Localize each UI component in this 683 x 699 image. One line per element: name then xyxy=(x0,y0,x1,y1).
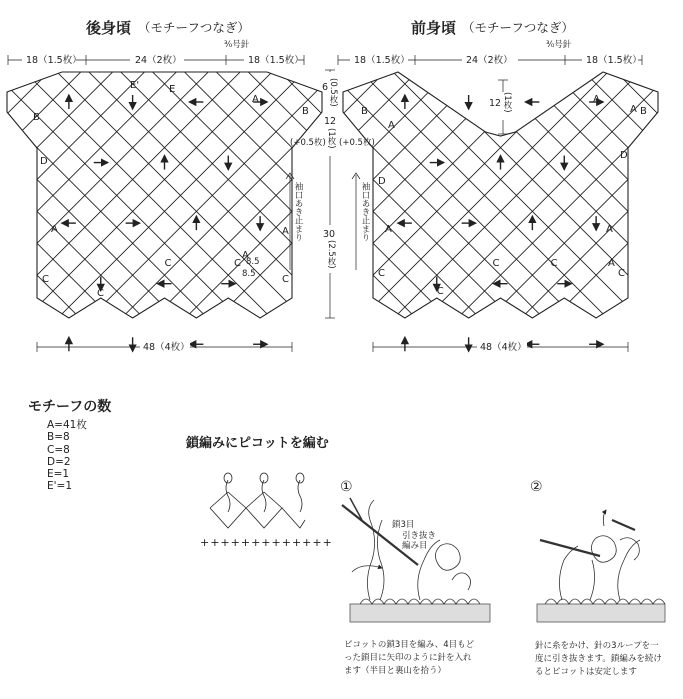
back-motif-label-e-prime: E' xyxy=(130,80,140,91)
center-dim-30: 30 xyxy=(323,229,336,240)
back-motif-label-c: C xyxy=(42,274,49,285)
back-motif-label-b: B xyxy=(33,112,40,123)
back-small-dim-2: 8.5 xyxy=(242,269,256,279)
step2-caption xyxy=(535,640,662,677)
front-top-dim-left: 18（1.5枚） xyxy=(354,55,410,66)
front-armhole-label: 袖口あき止まり xyxy=(360,182,370,242)
front-top-dim-right: 18（1.5枚） xyxy=(586,55,642,66)
back-motif-label-c: C xyxy=(164,258,172,269)
motif-count-d: D=2 xyxy=(47,455,71,468)
step2-illustration xyxy=(537,510,665,622)
svg-text:ピコットの鎖3目を編み、4目もど: ピコットの鎖3目を編み、4目もど xyxy=(344,640,475,650)
back-needle: ³⁄₀号針 xyxy=(224,40,250,50)
step1-caption xyxy=(344,639,475,676)
front-motif-label-d: D xyxy=(378,176,386,187)
front-bottom-dim: 48（4枚） xyxy=(480,342,527,353)
center-dim-12-count: (1枚) xyxy=(326,128,336,149)
step1-illustration xyxy=(342,498,490,622)
back-motif-label-a: A xyxy=(252,94,259,105)
front-motif-label-b: B xyxy=(361,106,368,117)
front-motif-label-a: A xyxy=(593,94,600,105)
front-armhole-marker xyxy=(352,173,360,270)
back-top-dim-left: 18（1.5枚） xyxy=(26,55,82,66)
back-armhole-label: 袖口あき止まり xyxy=(293,182,303,242)
motif-count-section xyxy=(28,396,111,493)
back-motif-label-c: C xyxy=(234,258,241,269)
back-motif-label-d: D xyxy=(40,156,48,167)
motif-count-e: E=1 xyxy=(47,468,70,481)
back-top-dim-center: 24（2枚） xyxy=(135,55,182,66)
center-dim-6-count: (0.5枚) xyxy=(328,78,338,107)
front-needle: ³⁄₀号針 xyxy=(546,40,572,50)
front-motif-label-a: A xyxy=(606,224,613,235)
front-motif-label-c: C xyxy=(378,268,385,279)
back-motif-label-a: A xyxy=(51,224,58,235)
back-outline xyxy=(7,72,322,318)
front-motif-label-d: D xyxy=(620,150,628,161)
center-dim-12: 12 xyxy=(324,116,337,127)
back-title: 後身頃 xyxy=(86,19,132,37)
back-motif-label-b: B xyxy=(302,106,309,117)
front-motif-label-c: C xyxy=(492,258,500,269)
step1-number: ① xyxy=(340,479,353,495)
step1-label-2: 引き抜き xyxy=(402,531,437,541)
motif-count-title: モチーフの数 xyxy=(28,399,112,415)
step1-label-3: 編み目 xyxy=(402,541,428,551)
back-motif-label-a: A xyxy=(242,250,249,261)
back-bottom-dim: 48（4枚） xyxy=(143,342,190,353)
step2-number: ② xyxy=(530,479,543,495)
front-motif-label-b: B xyxy=(640,106,647,117)
picot-base-row: +++++++++++++ xyxy=(200,536,333,549)
center-dim-6: 6 xyxy=(322,82,329,93)
back-subtitle: （モチーフつなぎ） xyxy=(138,20,250,35)
svg-text:るとピコットは安定します: るとピコットは安定します xyxy=(535,667,637,677)
center-dim-30-count: (2.5枚) xyxy=(326,240,336,269)
motif-count-b: B=8 xyxy=(47,431,70,444)
svg-text:った鎖目に矢印のように針を入れ: った鎖目に矢印のように針を入れ xyxy=(344,653,472,663)
front-subtitle: （モチーフつなぎ） xyxy=(462,20,574,35)
front-motif-label-c: C xyxy=(436,286,444,297)
svg-text:針に糸をかけ、針の3ループを一: 針に糸をかけ、針の3ループを一 xyxy=(535,641,659,651)
back-motif-label-c: C xyxy=(97,288,104,299)
picot-title: 鎖編みにピコットを編む xyxy=(186,436,329,451)
front-motif-label-c: C xyxy=(618,268,625,279)
motif-count-e-prime: E'=1 xyxy=(47,480,72,493)
back-motif-label-e: E xyxy=(169,84,176,95)
svg-text:度に引き抜きます。鎖編みを続け: 度に引き抜きます。鎖編みを続け xyxy=(535,654,662,664)
motif-count-a: A=41枚 xyxy=(47,419,87,431)
front-side-adjust: (+0.5枚) xyxy=(339,138,375,148)
front-motif-label-c: C xyxy=(550,258,558,269)
back-side-adjust: (+0.5枚) xyxy=(290,138,326,148)
motif-count-c: C=8 xyxy=(47,443,70,456)
svg-text:ます（半目と裏山を拾う）: ます（半目と裏山を拾う） xyxy=(344,666,447,676)
back-top-dim-right: 18（1.5枚） xyxy=(248,55,304,66)
back-motif-label-a: A xyxy=(282,226,289,237)
picot-chart-symbol xyxy=(210,473,305,528)
front-motif-label-a: A xyxy=(608,258,615,269)
front-neck-dim: 12 xyxy=(489,98,502,109)
front-title: 前身頃 xyxy=(411,19,457,37)
front-motif-label-a: A xyxy=(385,224,392,235)
step1-label-1: 鎖3目 xyxy=(392,520,415,530)
back-small-dim-1: 8.5 xyxy=(246,257,260,267)
back-motif-label-c: C xyxy=(282,274,289,285)
front-neck-count: (1枚) xyxy=(502,92,512,113)
front-top-dim-center: 24（2枚） xyxy=(466,55,513,66)
front-motif-label-a: A xyxy=(388,120,395,131)
front-motif-label-a: A xyxy=(630,104,637,115)
